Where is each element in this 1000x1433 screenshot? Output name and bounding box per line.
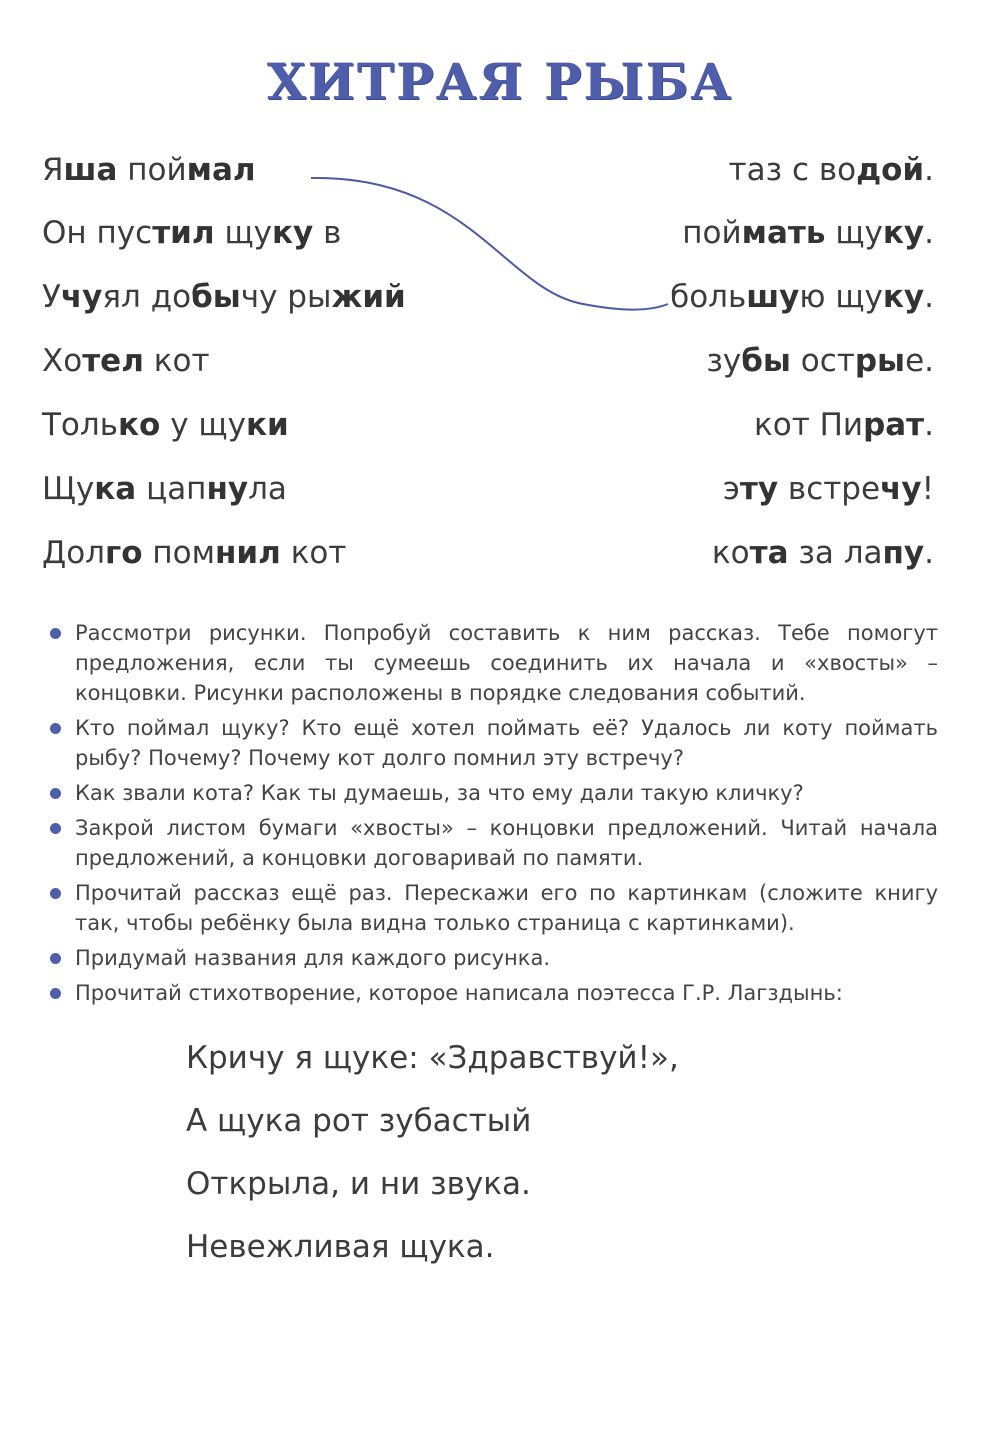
task-item [44,778,938,808]
task-text: Прочитай рассказ ещё раз. Перескажи его по картинкам (сложите книгу так, чтобы ребёнку была видна только страница с картинками). [75,881,938,935]
task-text: Закрой листом бумаги «хвосты» – концовки предложений. Читай начала предложений, а концовки договаривай по памяти. [75,816,938,870]
sentence-end[interactable]: кота за лапу. [711,535,934,571]
bullet-icon [50,628,61,639]
sentence-end[interactable]: поймать щуку. [682,215,934,251]
task-item [44,813,938,873]
task-item [44,878,938,938]
poem-line: Кричу я щуке: «Здравствуй!», [186,1040,679,1076]
poem-line: А щука рот зубастый [186,1103,532,1139]
sentence-start[interactable]: Щука цапнула [42,471,287,507]
task-item [44,943,938,973]
task-text: Прочитай стихотворение, которое написала поэтесса Г.Р. Лагздынь: [75,981,843,1005]
sentence-start[interactable]: Учуял добычу рыжий [42,279,406,315]
sentence-end[interactable]: таз с водой. [728,152,934,188]
sentence-start[interactable]: Хотел кот [42,343,210,379]
task-list [44,618,938,1013]
task-item [44,978,938,1008]
task-item [44,618,938,708]
sentence-start[interactable]: Только у щуки [42,407,289,443]
bullet-icon [50,823,61,834]
sentence-end[interactable]: большую щуку. [670,279,934,315]
task-text: Кто поймал щуку? Кто ещё хотел поймать её? Удалось ли коту поймать рыбу? Почему? Почему кот долго помнил эту встречу? [75,716,938,770]
page-title: ХИТРАЯ РЫБА [266,52,734,111]
poem-line: Невежливая щука. [186,1229,495,1265]
bullet-icon [50,788,61,799]
task-text: Придумай названия для каждого рисунка. [75,946,551,970]
task-text: Рассмотри рисунки. Попробуй составить к ним рассказ. Тебе помогут предложения, если ты сумеешь соединить их начала и «хвосты» – концовки. Рисунки расположены в порядке следования событий. [75,621,938,705]
bullet-icon [50,723,61,734]
bullet-icon [50,888,61,899]
sentence-end[interactable]: зубы острые. [706,343,934,379]
sentence-start[interactable]: Яша поймал [42,152,256,188]
task-text: Как звали кота? Как ты думаешь, за что ему дали такую кличку? [75,781,804,805]
bullet-icon [50,953,61,964]
sentence-start[interactable]: Долго помнил кот [42,535,347,571]
task-item [44,713,938,773]
sentence-end[interactable]: кот Пират. [754,407,934,443]
poem-line: Открыла, и ни звука. [186,1166,531,1202]
bullet-icon [50,988,61,999]
sentence-end[interactable]: эту встречу! [722,471,934,507]
sentence-start[interactable]: Он пустил щуку в [42,215,342,251]
